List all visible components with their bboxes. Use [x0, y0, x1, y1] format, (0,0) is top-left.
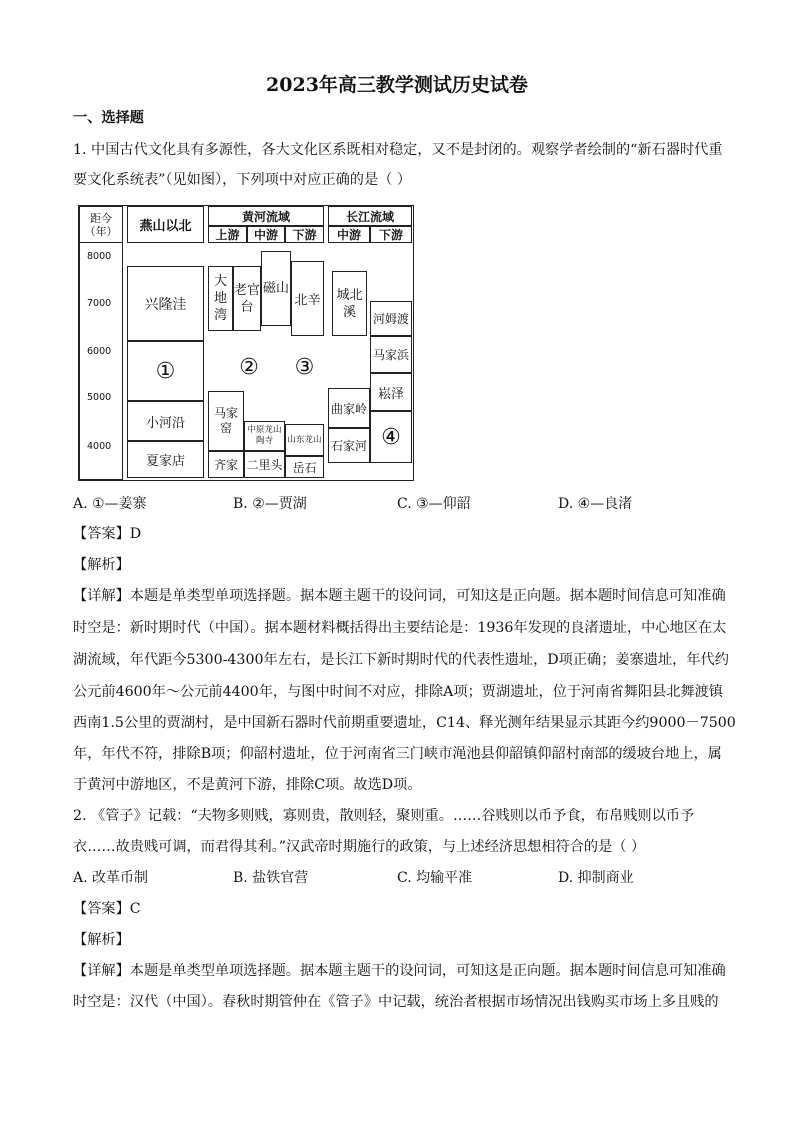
q1-stem-line2: 要文化系统表”（见如图），下列项中对应正确的是（ ） [73, 172, 412, 188]
cell-circle-4: ④ [370, 411, 412, 463]
cell-circle-1: ① [127, 341, 204, 401]
q2-option-c: C. 均输平准 [397, 870, 473, 886]
q1-detail-line: 【详解】本题是单类型单项选择题。据本题主题干的设问词，可知这是正向题。据本题时间信息可知准确 [73, 588, 726, 604]
cell-qijia: 齐家 [208, 451, 244, 478]
cell-shandong-longshan: 山东龙山 [285, 424, 324, 456]
tick-7000: 7000 [87, 298, 112, 309]
culture-system-table [78, 205, 414, 481]
sub-mid-yangtze: 中游 [328, 226, 370, 243]
cell-yueshi: 岳石 [285, 456, 324, 478]
q2-detail-line: 时空是：汉代（中国）。春秋时期管仲在《管子》中记载，统治者根据市场情况出钱购买市场上多且贱的 [73, 994, 719, 1010]
sub-down: 下游 [285, 226, 324, 243]
cell-majiabang: 马家浜 [370, 336, 412, 373]
cell-circle-3: ③ [294, 355, 315, 380]
tick-6000: 6000 [87, 346, 112, 357]
q2-option-a: A. 改革币制 [73, 870, 149, 886]
q2-analysis-label: 【解析】 [73, 932, 130, 948]
tick-4000: 4000 [87, 441, 112, 452]
cell-xiajiadian: 夏家店 [127, 441, 204, 478]
q1-analysis-label: 【解析】 [73, 557, 130, 573]
q1-option-b: B. ②—贾湖 [233, 496, 307, 512]
header-yanshan: 燕山以北 [127, 206, 204, 243]
q2-stem-line1: 2. 《管子》记载：“夫物多则贱，寡则贵，散则轻，聚则重。……谷贱则以币予食，布帛贱则以币予 [73, 808, 695, 824]
cell-hemudu: 河姆渡 [370, 301, 412, 336]
q1-answer: 【答案】D [73, 526, 142, 542]
cell-qujialing: 曲家岭 [328, 388, 370, 428]
cell-cishan: 磁山 [261, 251, 291, 326]
sub-down-yangtze: 下游 [370, 226, 412, 243]
cell-songze: 崧泽 [370, 373, 412, 411]
section-heading: 一、选择题 [73, 110, 144, 126]
cell-circle-2: ② [239, 355, 259, 380]
q1-option-d: D. ④—良渚 [558, 496, 633, 512]
sub-up: 上游 [208, 226, 247, 243]
q1-detail-line: 年，年代不符，排除B项；仰韶村遗址，位于河南省三门峡市渑池县仰韶镇仰韶村南部的缓坡台地上，属 [73, 746, 722, 762]
q2-option-d: D. 抑制商业 [558, 870, 634, 886]
q1-detail-line: 于黄河中游地区，不是黄河下游，排除C项。故选D项。 [73, 777, 422, 793]
header-yellow-river: 黄河流域 [208, 206, 324, 226]
q1-detail-line: 湖流域，年代距今5300-4300年左右，是长江下新时期时代的代表性遗址，D项正确；姜寨遗址，年代约 [73, 652, 729, 668]
page-title: 2023年高三教学测试历史试卷 [266, 74, 528, 96]
q2-detail-line: 【详解】本题是单类型单项选择题。据本题主题干的设问词，可知这是正向题。据本题时间信息可知准确 [73, 963, 726, 979]
cell-chengbeixi: 城北溪 [332, 271, 367, 336]
q1-detail-line: 公元前4600年～公元前4400年，与图中时间不对应，排除A项；贾湖遗址，位于河南省舞阳县北舞渡镇 [73, 684, 723, 700]
tick-5000: 5000 [87, 392, 112, 403]
q1-detail-line: 西南1.5公里的贾湖村，是中国新石器时代前期重要遗址，C14、释光测年结果显示其距今约9000－7500 [73, 715, 736, 731]
q1-option-c: C. ③—仰韶 [397, 496, 471, 512]
tick-8000: 8000 [87, 251, 112, 262]
cell-xinglongwa: 兴隆洼 [127, 266, 204, 341]
q2-answer: 【答案】C [73, 901, 141, 917]
cell-beixin: 北辛 [291, 261, 324, 336]
cell-dadiwan: 大地湾 [208, 266, 233, 331]
cell-majiayao: 马家窑 [208, 391, 244, 451]
cell-shijiahe: 石家河 [328, 428, 370, 463]
sub-mid: 中游 [247, 226, 285, 243]
cell-zhongyuan-longshan: 中原龙山陶寺 [244, 421, 285, 451]
q1-stem-line1: 1. 中国古代文化具有多源性，各大文化区系既相对稳定，又不是封闭的。观察学者绘制的“新石器时代重 [73, 142, 723, 158]
q1-option-a: A. ①—姜寨 [73, 496, 147, 512]
header-yangtze: 长江流域 [328, 206, 412, 226]
q2-stem-line2: 衣……故贵贱可调，而君得其利。”汉武帝时期施行的政策，与上述经济思想相符合的是（ ） [73, 839, 646, 855]
cell-laoguantai: 老官台 [233, 266, 261, 331]
header-time: 距今（年） [79, 206, 123, 243]
q1-detail-line: 时空是：新时期时代（中国）。据本题材料概括得出主要结论是：1936年发现的良渚遗址，中心地区在太 [73, 620, 727, 636]
cell-erlitou: 二里头 [244, 451, 285, 478]
cell-xiaoheyan: 小河沿 [127, 401, 204, 441]
q2-option-b: B. 盐铁官营 [233, 870, 309, 886]
